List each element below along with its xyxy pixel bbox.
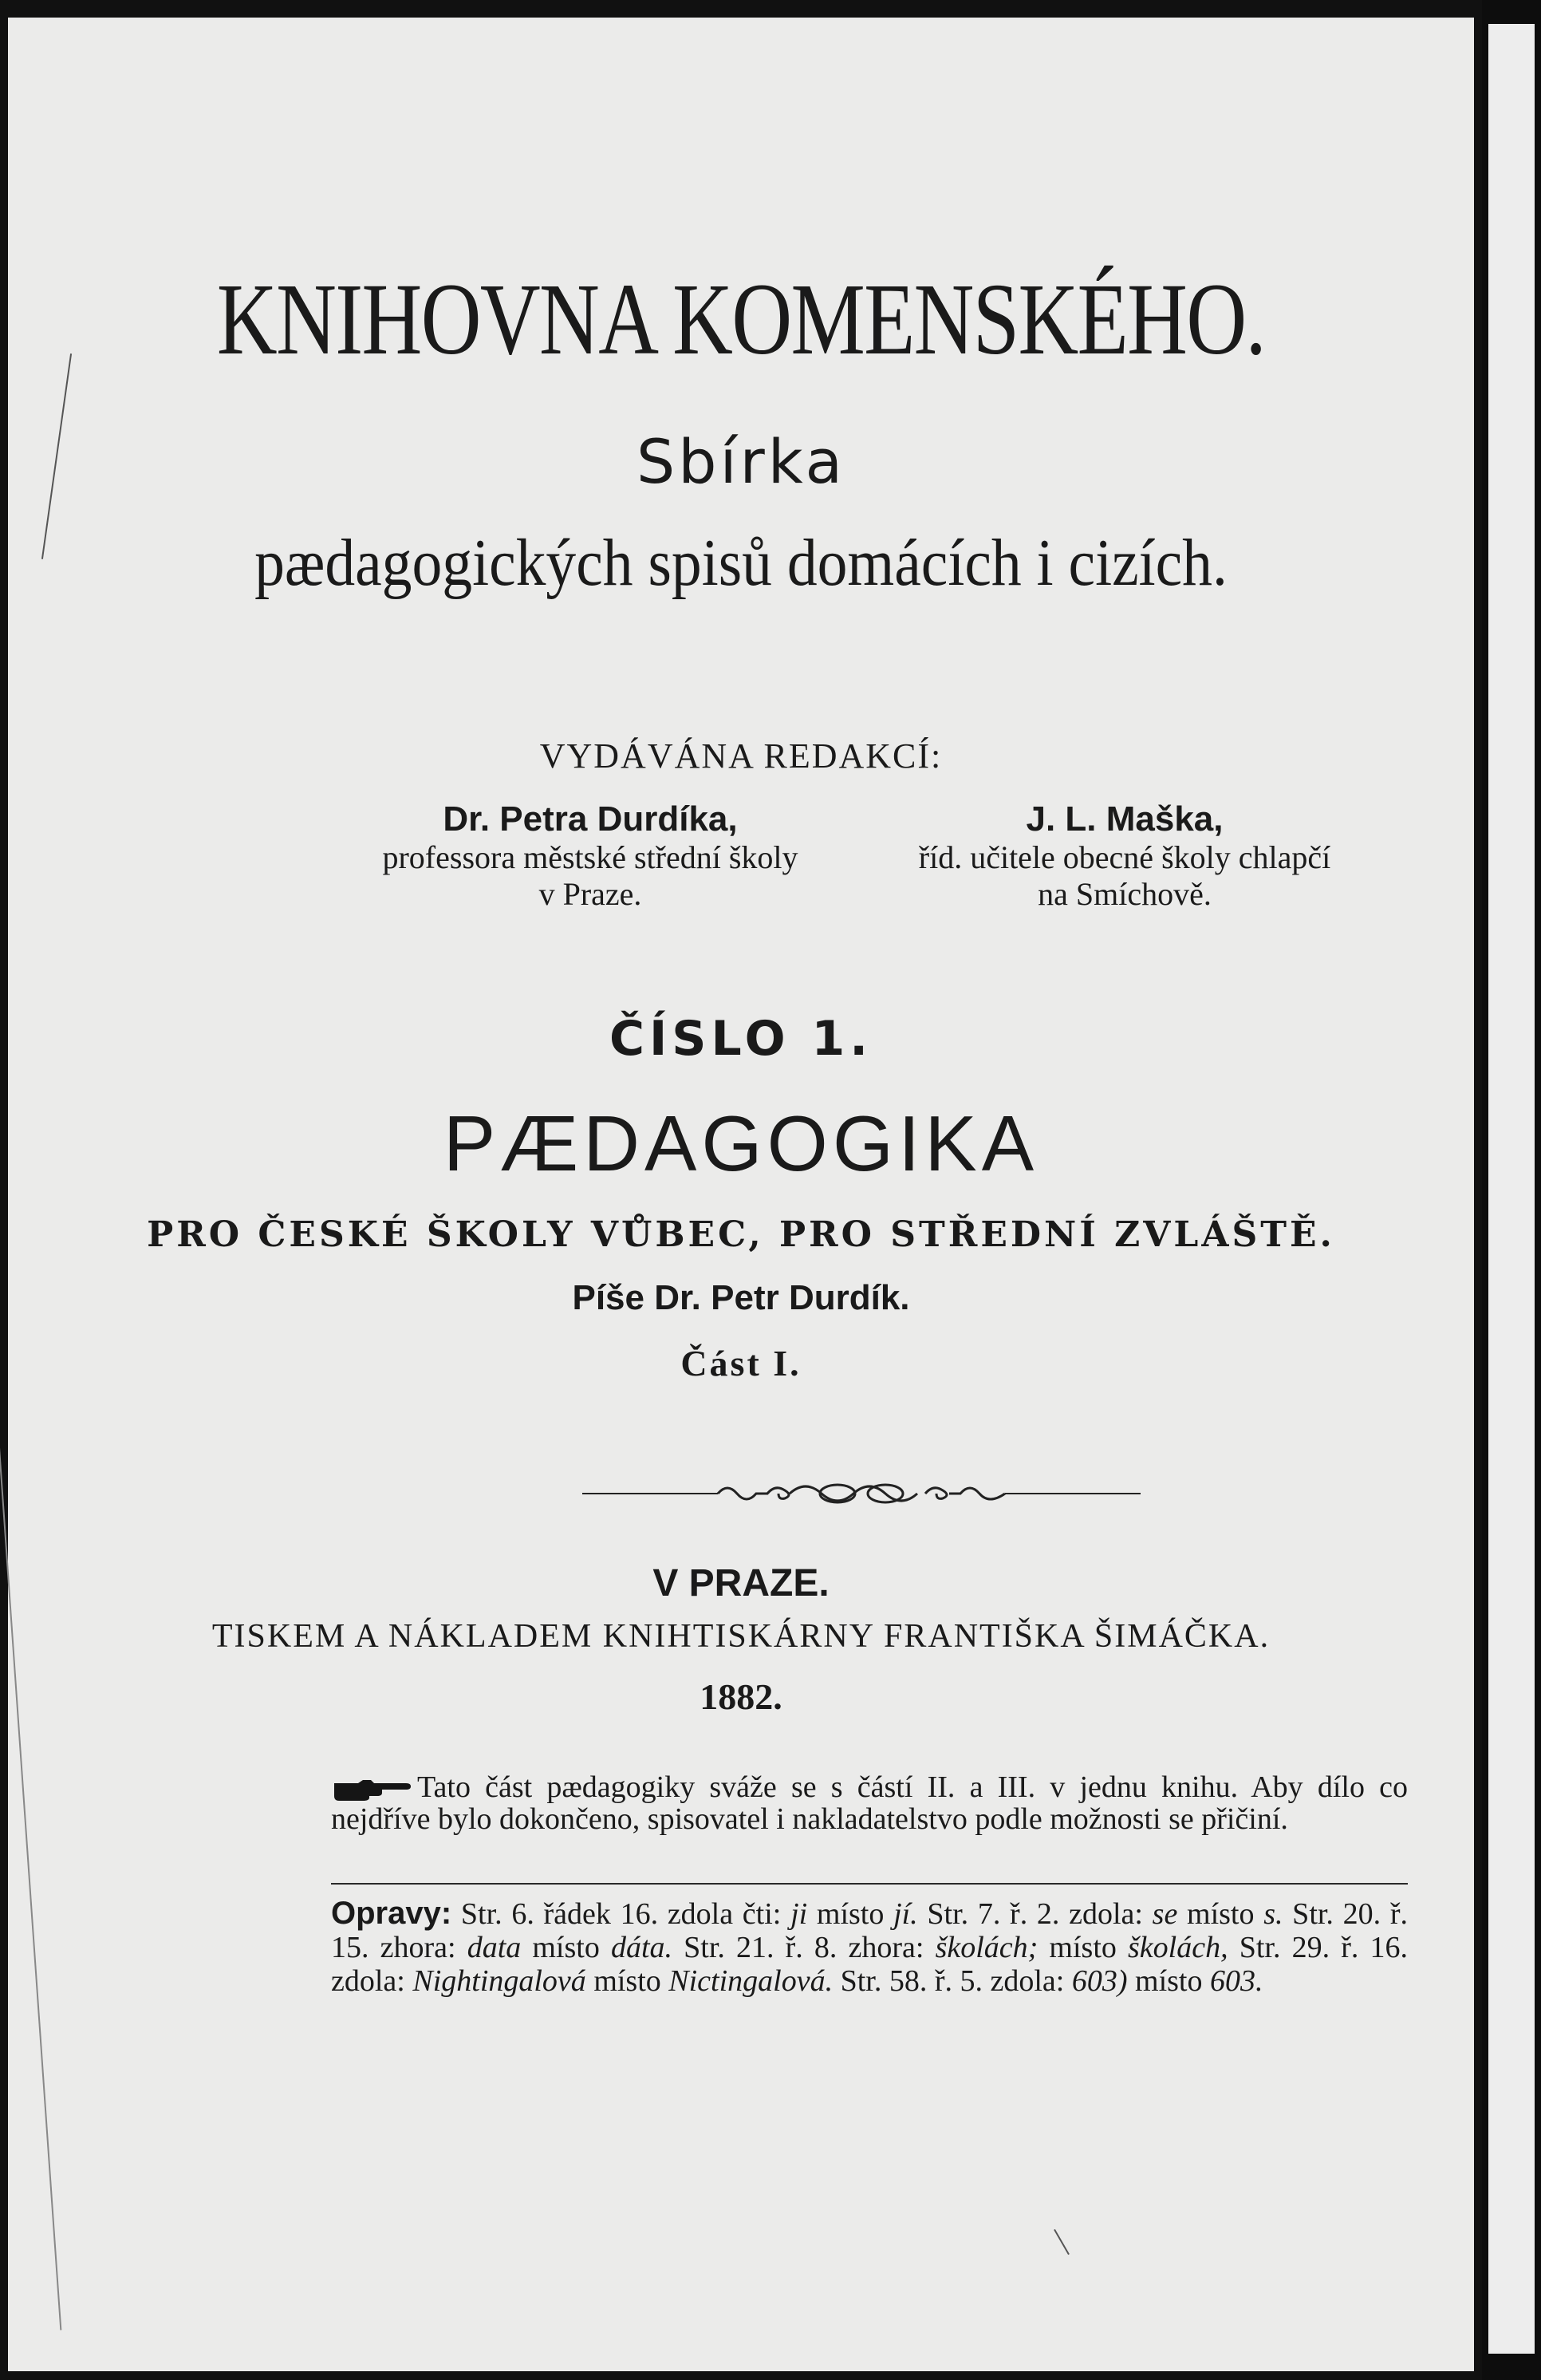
errata-text: Str. 58. ř. 5. zdola: [833, 1964, 1072, 1998]
errata-correct: 603) [1071, 1964, 1128, 1998]
title-page [8, 18, 1474, 2371]
issued-by-label: VYDÁVÁNA REDAKCÍ: [539, 736, 943, 776]
scan-mark [0, 1296, 61, 2331]
scan-mark [1054, 2229, 1070, 2255]
binding-note-text: Tato část pædagogiky sváže se s částí II. a III. v jednu knihu. Aby dílo co nejdříve bylo dokončeno, spisovatel i nakladatelstvo podle možnosti se přičiní. [331, 1770, 1408, 1836]
book-subtitle: PRO ČESKÉ ŠKOLY VŮBEC, PRO STŘEDNÍ ZVLÁŠTĚ. [147, 1214, 1335, 1255]
errata-correct: ji [790, 1897, 808, 1931]
errata-correct: se [1152, 1897, 1178, 1931]
editor-place: na Smíchově. [1038, 876, 1212, 912]
book-title: PÆDAGOGIKA [443, 1099, 1039, 1187]
adjacent-page-edge [1482, 0, 1541, 2380]
publication-year: 1882. [700, 1676, 782, 1717]
series-subtitle-collection: Sbírka [636, 426, 846, 497]
errata-correct: školách; [935, 1931, 1038, 1964]
errata-text: místo [585, 1964, 669, 1998]
errata-text: Str. 29. ř. 16. zdola: [331, 1931, 1408, 1998]
errata-label: Opravy: [331, 1896, 452, 1931]
pointing-hand-icon [331, 1778, 411, 1801]
printer-line: TISKEM A NÁKLADEM KNIHTISKÁRNY FRANTIŠKA ŠIMÁČKA. [211, 1618, 1271, 1655]
errata-text: místo [807, 1897, 894, 1931]
editor-place: v Praze. [538, 876, 642, 912]
errata [331, 1897, 1408, 1998]
editor-role: professora městské střední školy [382, 839, 798, 875]
errata-correct: Nightingalová [412, 1964, 586, 1998]
adjacent-page [1488, 24, 1535, 2354]
publication-place: V PRAZE. [652, 1562, 830, 1604]
editor-durdik [343, 799, 838, 913]
editor-role: říd. učitele obecné školy chlapčí [918, 839, 1331, 875]
separator-line [331, 1883, 1408, 1885]
ornamental-rule [582, 1478, 1141, 1510]
series-subtitle-description: pædagogických spisů domácích i cizích. [254, 526, 1228, 600]
errata-text: místo [1177, 1897, 1264, 1931]
errata-text: Str. 6. řádek 16. zdola čti: [460, 1897, 791, 1931]
errata-text: místo [1038, 1931, 1129, 1964]
volume-number: ČÍSLO 1. [609, 1011, 873, 1067]
errata-text: Str. 20. ř. 15. zhora: [331, 1897, 1408, 1964]
errata-wrong: školách, [1128, 1931, 1228, 1964]
part-label: Část I. [680, 1343, 802, 1383]
binding-note [331, 1771, 1408, 1835]
series-title: KNIHOVNA KOMENSKÉHO. [216, 262, 1266, 376]
editor-maska [869, 799, 1380, 913]
errata-wrong: jí. [893, 1897, 918, 1931]
errata-wrong: 603. [1209, 1964, 1263, 1998]
errata-text: místo [521, 1931, 611, 1964]
errata-text: Str. 21. ř. 8. zhora: [672, 1931, 936, 1964]
errata-correct: data [467, 1931, 522, 1964]
errata-text: Str. 7. ř. 2. zdola: [917, 1897, 1153, 1931]
errata-text: místo [1127, 1964, 1210, 1998]
editor-name: J. L. Maška, [1026, 799, 1224, 839]
errata-wrong: dáta. [610, 1931, 673, 1964]
editor-name: Dr. Petra Durdíka, [443, 799, 738, 839]
errata-wrong: Nictingalová. [668, 1964, 834, 1998]
errata-wrong: s. [1263, 1897, 1283, 1931]
author-line: Píše Dr. Petr Durdík. [572, 1278, 910, 1317]
